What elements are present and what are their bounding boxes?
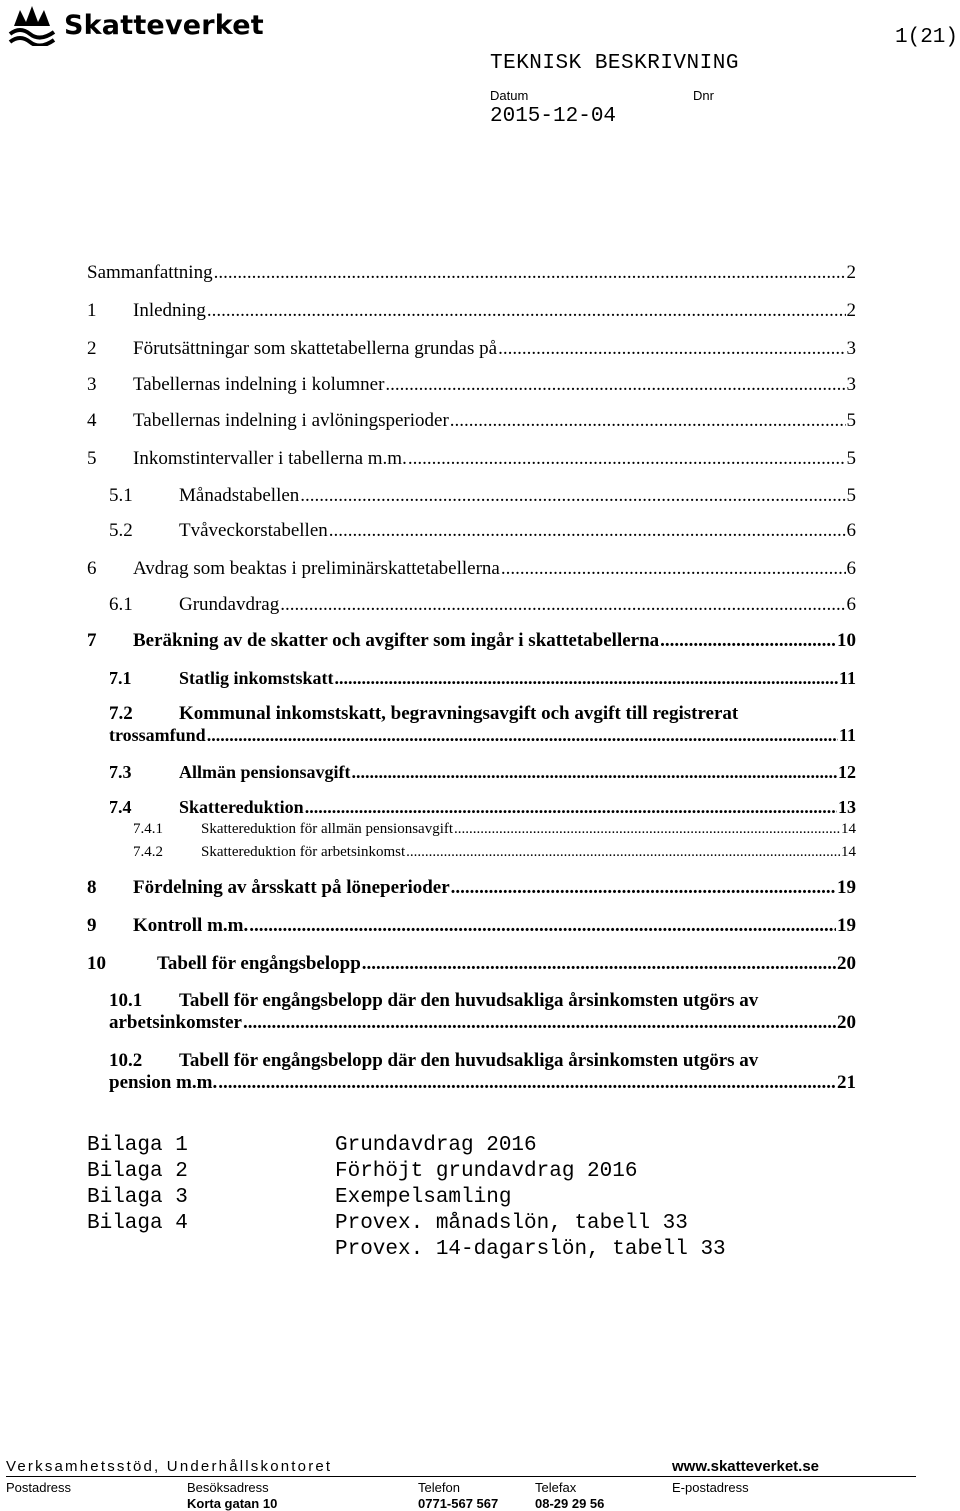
toc-entry[interactable]: 5 Inkomstintervaller i tabellerna m.m. ..... 5 — [87, 448, 856, 470]
skatteverket-logo — [6, 4, 264, 46]
attachment-text: Förhöjt grundavdrag 2016 — [335, 1160, 638, 1183]
attachment-label: Bilaga 1 — [87, 1134, 188, 1157]
attachment-label: Bilaga 3 — [87, 1186, 188, 1209]
toc-entry[interactable]: 2 Förutsättningar som skattetabellerna grundas på ..... 3 — [87, 338, 856, 360]
footer-epost-label: E-postadress — [672, 1480, 749, 1495]
toc-entry[interactable]: 8 Fördelning av årsskatt på löneperioder ..... 19 — [87, 877, 856, 899]
toc-entry[interactable]: 7.4.2 Skattereduktion för arbetsinkomst ..... 14 — [133, 844, 856, 861]
toc-entry[interactable]: 4 Tabellernas indelning i avlöningsperioder ..... 5 — [87, 410, 856, 432]
footer-besoksadress-label: Besöksadress — [187, 1480, 269, 1495]
attachment-text: Exempelsamling — [335, 1186, 512, 1209]
footer-organization: Verksamhetsstöd, Underhållskontoret — [6, 1458, 333, 1475]
footer-telefax-value: 08-29 29 56 — [535, 1496, 605, 1511]
document-title: TEKNISK BESKRIVNING — [490, 52, 739, 75]
attachment-label: Bilaga 4 — [87, 1212, 188, 1235]
attachment-text: Grundavdrag 2016 — [335, 1134, 537, 1157]
toc-entry[interactable]: 10.1 Tabell för engångsbelopp där den huvudsakliga årsinkomsten utgörs av arbetsinkomster ..... 20 — [109, 990, 856, 1034]
footer-postadress-label: Postadress — [6, 1480, 72, 1495]
toc-entry[interactable]: 7.4.1 Skattereduktion för allmän pensionsavgift ..... 14 — [133, 821, 856, 838]
toc-entry[interactable]: 7 Beräkning av de skatter och avgifter som ingår i skattetabellerna ..... 10 — [87, 630, 856, 652]
footer-telefax-label: Telefax — [535, 1480, 577, 1495]
footer-telefon-label: Telefon — [418, 1480, 460, 1495]
toc-entry[interactable]: 10.2 Tabell för engångsbelopp där den huvudsakliga årsinkomsten utgörs av pension m.m. ..... 21 — [109, 1050, 856, 1094]
footer-website-link[interactable]: www.skatteverket.se — [672, 1458, 820, 1475]
attachment-text: Provex. 14-dagarslön, tabell 33 — [335, 1238, 726, 1261]
toc-entry[interactable]: Sammanfattning ..... 2 — [87, 262, 856, 284]
toc-entry[interactable]: 5.1 Månadstabellen ..... 5 — [109, 485, 856, 507]
toc-entry[interactable]: 5.2 Tvåveckorstabellen ..... 6 — [109, 520, 856, 542]
toc-entry[interactable]: 9 Kontroll m.m. ..... 19 — [87, 915, 856, 937]
toc-entry[interactable]: 10 Tabell för engångsbelopp ..... 20 — [87, 953, 856, 975]
footer-telefon-value: 0771-567 567 — [418, 1496, 499, 1511]
footer-divider — [6, 1476, 916, 1477]
toc-entry[interactable]: 7.3 Allmän pensionsavgift ..... 12 — [109, 762, 856, 783]
dnr-label: Dnr — [693, 88, 714, 103]
toc-entry[interactable]: 6.1 Grundavdrag ..... 6 — [109, 594, 856, 616]
footer-besoksadress-value: Korta gatan 10 — [187, 1496, 278, 1511]
date-label: Datum — [490, 88, 529, 103]
page-number: 1(21) — [894, 26, 958, 49]
date-value: 2015-12-04 — [490, 105, 617, 128]
attachment-text: Provex. månadslön, tabell 33 — [335, 1212, 688, 1235]
attachment-label: Bilaga 2 — [87, 1160, 188, 1183]
crown-icon — [6, 4, 58, 46]
toc-entry[interactable]: 7.4 Skattereduktion ..... 13 — [109, 797, 856, 818]
toc-entry[interactable]: 3 Tabellernas indelning i kolumner ..... 3 — [87, 374, 856, 396]
logo-text: Skatteverket — [64, 9, 264, 41]
toc-entry[interactable]: 7.2 Kommunal inkomstskatt, begravningsavgift och avgift till registrerat trossamfund ..... 11 — [109, 703, 856, 746]
toc-entry[interactable]: 1 Inledning ..... 2 — [87, 300, 856, 322]
toc-entry[interactable]: 7.1 Statlig inkomstskatt ..... 11 — [109, 668, 856, 689]
toc-entry[interactable]: 6 Avdrag som beaktas i preliminärskattetabellerna ..... 6 — [87, 558, 856, 580]
